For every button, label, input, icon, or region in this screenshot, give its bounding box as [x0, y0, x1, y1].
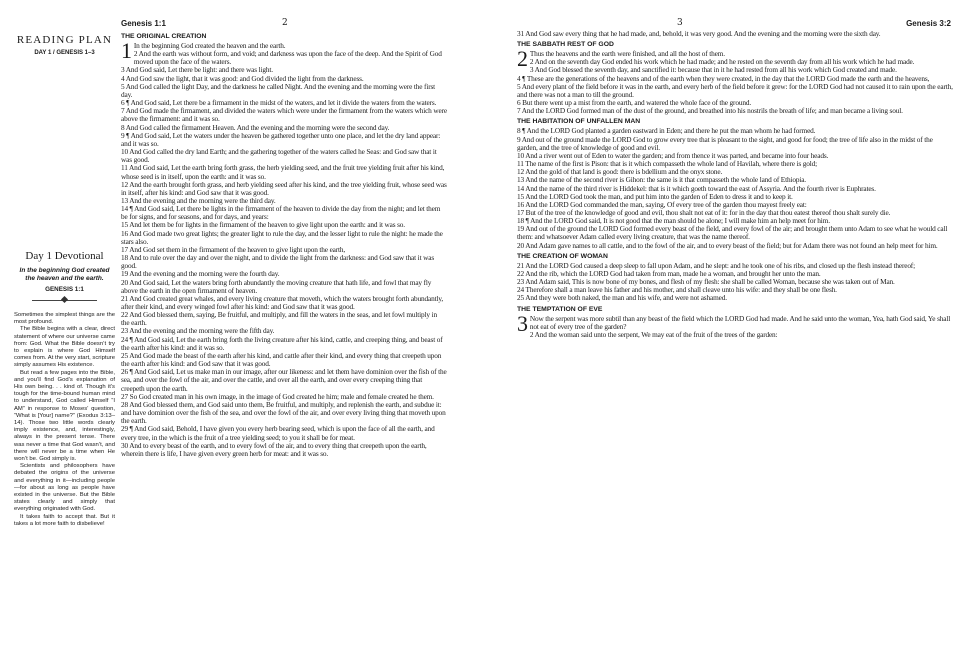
right-running-head: Genesis 3:2: [906, 19, 951, 28]
verse: 21 And the LORD God caused a deep sleep to fall upon Adam, and he slept: and he took one of his ribs, and closed up the flesh instead thereof;: [517, 260, 915, 270]
verse: 2 And the woman said unto the serpent, We may eat of the fruit of the trees of the garden:: [529, 329, 778, 339]
verse: 25 And they were both naked, the man and his wife, and were not ashamed.: [517, 293, 727, 303]
verse: 20 And Adam gave names to all cattle, and to the fowl of the air, and to every beast of the field; but for Adam there was not found an help meet for him.: [517, 240, 938, 250]
verse: 12 And the gold of that land is good: there is bdellium and the onyx stone.: [517, 167, 723, 177]
left-scripture-column: [121, 30, 447, 458]
verse: 13 And the evening and the morning were the third day.: [121, 195, 276, 205]
verse: 24 ¶ And God said, Let the earth bring forth the living creature after his kind, cattle, and creeping thing, and beast of the earth after his kind: and it was so.: [121, 334, 443, 352]
verse: 14 ¶ And God said, Let there be lights in the firmament of the heaven to divide the day from the night; and let them be for signs, and for seasons, and for days, and years:: [121, 204, 441, 222]
verse: 18 ¶ And the LORD God said, It is not good that the man should be alone; I will make him an help meet for him.: [517, 216, 830, 226]
verse: 31 And God saw every thing that he had made, and, behold, it was very good. And the evening and the morning were the sixth day.: [517, 29, 881, 38]
verse: 30 And to every beast of the earth, and to every fowl of the air, and to every thing that creepeth upon the earth, wherein there is life, I have given every green herb for meat: and it was so.: [121, 440, 427, 458]
verse: 16 And the LORD God commanded the man, saying, Of every tree of the garden thou mayest freely eat:: [517, 199, 807, 209]
verse: 18 And to rule over the day and over the night, and to divide the light from the darkness: and God saw that it was good.: [121, 253, 435, 271]
verse: 20 And God said, Let the waters bring forth abundantly the moving creature that hath life, and fowl that may fly above the earth in the open firmament of heaven.: [121, 277, 432, 295]
section-heading: THE TEMPTATION OF EVE: [517, 305, 603, 313]
verse: 21 And God created great whales, and every living creature that moveth, which the waters brought forth abundantly, after their kind, and every winged fowl after his kind: and God saw that it was good.: [121, 293, 444, 311]
devotional-reference: GENESIS 1:1: [45, 286, 84, 293]
verse: 19 And the evening and the morning were the fourth day.: [121, 269, 280, 279]
verse: 22 And God blessed them, saying, Be fruitful, and multiply, and fill the waters in the seas, and let fowl multiply in the earth.: [121, 310, 437, 328]
verse: 10 And a river went out of Eden to water the garden; and from thence it was parted, and became into four heads.: [517, 150, 829, 160]
verse: 17 And God set them in the firmament of the heaven to give light upon the earth,: [121, 244, 346, 254]
verse: 22 And the rib, which the LORD God had taken from man, made he a woman, and brought her unto the man.: [517, 268, 821, 278]
right-scripture-column: [517, 30, 953, 339]
verse: 29 ¶ And God said, Behold, I have given you every herb bearing seed, which is upon the face of all the earth, and every tree, in the which is the fruit of a tree yielding seed; to you it shall be for meat.: [121, 424, 435, 442]
chapter-number: 1: [121, 38, 132, 63]
verse: 6 ¶ And God said, Let there be a firmament in the midst of the waters, and let it divide the waters from the waters.: [121, 98, 437, 108]
devotional-paragraph: Sometimes the simplest things are the most profound.: [14, 312, 115, 326]
verse: 14 And the name of the third river is Hiddekel: that is it which goeth toward the east of Assyria. And the fourth river is Euphrates.: [517, 183, 876, 193]
verse: 9 ¶ And God said, Let the waters under the heaven be gathered together unto one place, and let the dry land appear: and it was so.: [121, 130, 441, 148]
verse: 28 And God blessed them, and God said unto them, Be fruitful, and multiply, and replenish the earth, and subdue it: and have dominion over the fish of the sea, and over the fowl of the air, and over every living thing that moveth upon the earth.: [121, 399, 446, 426]
verse: 7 And the LORD God formed man of the dust of the ground, and breathed into his nostrils the breath of life; and man became a living soul.: [517, 106, 903, 116]
verse: 2 And on the seventh day God ended his work which he had made; and he rested on the seventh day from all his work which he had made.: [529, 57, 915, 67]
verse: 3 And God blessed the seventh day, and sanctified it: because that in it he had rested from all his work which God created and made.: [529, 65, 897, 75]
verse: 8 ¶ And the LORD God planted a garden eastward in Eden; and there he put the man whom he had formed.: [517, 126, 816, 136]
left-running-head: Genesis 1:1: [121, 19, 166, 28]
verse: 4 ¶ These are the generations of the heavens and of the earth when they were created, in the day that the LORD God made the earth and the heavens,: [517, 73, 930, 83]
devotional: [14, 250, 115, 528]
left-page-number: 2: [282, 18, 288, 28]
section-heading: THE SABBATH REST OF GOD: [517, 41, 614, 49]
section-heading: THE CREATION OF WOMAN: [517, 252, 608, 260]
verse: 15 And the LORD God took the man, and put him into the garden of Eden to dress it and to keep it.: [517, 191, 793, 201]
verse-text: In the beginning God created the heaven and the earth.: [133, 41, 286, 50]
verse: 5 And God called the light Day, and the darkness he called Night. And the evening and the morning were the first day.: [121, 81, 436, 99]
reading-plan-day: DAY 1 / GENESIS 1–3: [34, 50, 95, 56]
verse: 3 And God said, Let there be light: and there was light.: [121, 65, 273, 75]
verse: 23 And the evening and the morning were the fifth day.: [121, 326, 275, 336]
verse: 17 But of the tree of the knowledge of good and evil, thou shalt not eat of it: for in the day that thou eatest thereof thou shalt surely die.: [517, 207, 891, 217]
verse: 9 And out of the ground made the LORD God to grow every tree that is pleasant to the sight, and good for food; the tree of life also in the midst of the garden, and the tree of knowledge of good and evil.: [517, 134, 933, 152]
verse: 15 And let them be for lights in the firmament of the heaven to give light upon the earth: and it was so.: [121, 220, 405, 230]
devotional-paragraph: Scientists and philosophers have debated the origins of the universe and everything in it—including people—for about as long as people have existed in the universe. But the Bible states clearly and simply that everything originated with God.: [14, 463, 115, 513]
devotional-paragraph: It takes faith to accept that. But it takes a lot more faith to disbelieve!: [14, 513, 115, 527]
reading-plan-title: READING PLAN: [16, 34, 113, 46]
right-page-number: 3: [677, 18, 683, 28]
devotional-paragraph: But read a few pages into the Bible, and you’ll find God’s explanation of His own being. . . kind of. Though it’s tough for the time-bound human mind to understand, God called Himself “I AM” in response to Moses’ question, “What is [Your] name?” (Exodus 3:13–14). Those two little words clearly imply existence, and, interestingly, always in the present tense. There was never a time that God wasn’t, and there will never be a time when He won’t be. God simply is.: [14, 369, 115, 463]
verse: 24 Therefore shall a man leave his father and his mother, and shall cleave unto his wife: and they shall be one flesh.: [517, 285, 837, 295]
verse: 6 But there went up a mist from the earth, and watered the whole face of the ground.: [517, 98, 751, 108]
verse: 16 And God made two great lights; the greater light to rule the day, and the lesser light to rule the night: he made the stars also.: [121, 228, 443, 246]
verse: 8 And God called the firmament Heaven. And the evening and the morning were the second day.: [121, 122, 390, 132]
verse: 23 And Adam said, This is now bone of my bones, and flesh of my flesh: she shall be called Woman, because she was taken out of Man.: [517, 277, 895, 287]
verse: 7 And God made the firmament, and divided the waters which were under the firmament from the waters which were above the firmament: and it was so.: [121, 106, 447, 124]
ornament-divider: [32, 297, 97, 304]
verse: 2 And the earth was without form, and void; and darkness was upon the face of the deep. And the Spirit of God moved upon the face of the waters.: [133, 49, 442, 67]
devotional-title: Day 1 Devotional: [25, 250, 104, 262]
verse-text: Thus the heavens and the earth were finished, and all the host of them.: [529, 49, 725, 59]
verse: 25 And God made the beast of the earth after his kind, and cattle after their kind, and every thing that creepeth upon the earth after his kind: and God saw that it was good.: [121, 350, 442, 369]
verse: 13 And the name of the second river is Gihon: the same is it that compasseth the whole land of Ethiopia.: [517, 175, 806, 185]
chapter-number: 3: [517, 310, 528, 336]
section-heading: THE ORIGINAL CREATION: [121, 33, 207, 40]
devotional-body: [14, 312, 115, 528]
reading-plan-box: [14, 34, 115, 56]
verse: 26 ¶ And God said, Let us make man in our image, after our likeness: and let them have dominion over the fish of the sea, and over the fowl of the air, and over the cattle, and over all the earth, and over every creeping thing that creepeth upon the earth.: [121, 367, 447, 393]
devotional-paragraph: The Bible begins with a clear, direct statement of where our universe came from: God. What the Bible doesn’t try to explain is where God Himself comes from. At the very start, scripture simply assumes His existence.: [14, 326, 115, 369]
verse: 27 So God created man in his own image, in the image of God created he him; male and female created he them.: [121, 391, 434, 401]
verse: 19 And out of the ground the LORD God formed every beast of the field, and every fowl of the air; and brought them unto Adam to see what he would call them: and whatsoever Adam called every living creature, that was the name thereof.: [517, 224, 948, 242]
verse: 11 And God said, Let the earth bring forth grass, the herb yielding seed, and the fruit tree yielding fruit after his kind, whose seed is in itself, upon the earth: and it was so.: [121, 163, 445, 181]
verse: 5 And every plant of the field before it was in the earth, and every herb of the field before it grew: for the LORD God had not caused it to rain upon the earth, and there was not a man to till the ground.: [517, 81, 953, 99]
verse: 11 The name of the first is Pison: that is it which compasseth the whole land of Havilah, where there is gold;: [517, 159, 818, 169]
section-heading: THE HABITATION OF UNFALLEN MAN: [517, 118, 641, 126]
verse: 10 And God called the dry land Earth; and the gathering together of the waters called he Seas: and God saw that it was good.: [121, 147, 437, 165]
verse: 4 And God saw the light, that it was good: and God divided the light from the darkness.: [121, 73, 364, 83]
verse-text: Now the serpent was more subtil than any beast of the field which the LORD God had made. And he said unto the woman, Yea, hath God said, Ye shall not eat of every tree of the garden?: [529, 313, 951, 331]
verse: 12 And the earth brought forth grass, and herb yielding seed after his kind, and the tree yielding fruit, whose seed was in itself, after his kind: and God saw that it was good.: [121, 179, 447, 197]
chapter-number: 2: [517, 46, 528, 72]
devotional-verse: In the beginning God created the heaven and the earth.: [19, 267, 110, 282]
